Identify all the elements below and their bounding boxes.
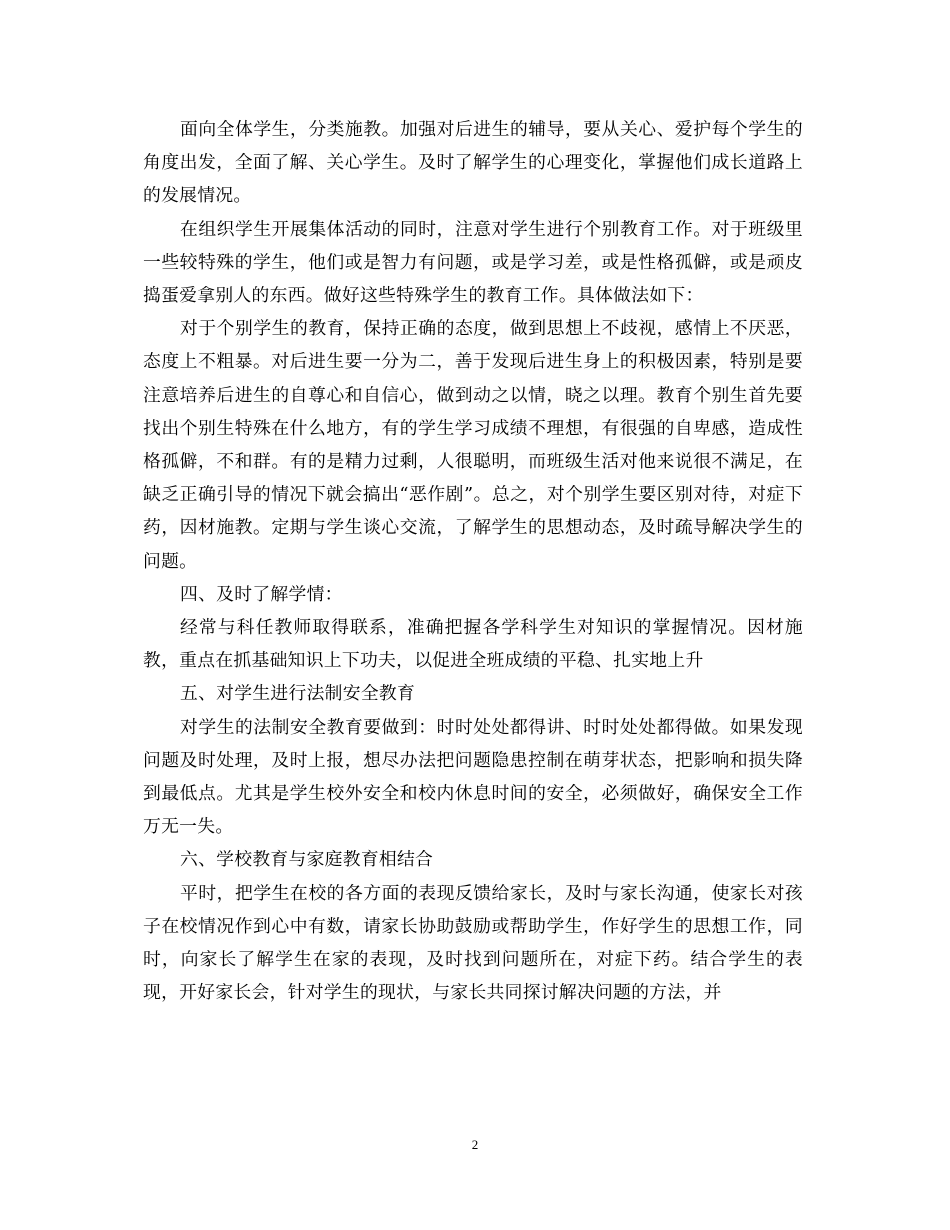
paragraph: 平时，把学生在校的各方面的表现反馈给家长，及时与家长沟通，使家长对孩子在校情况作到心中有数，请家长协助鼓励或帮助学生，作好学生的思想工作，同时，向家长了解学生在家的表现，及时找到问题所在，对症下药。结合学生的表现，开好家长会，针对学生的现状，与家长共同探讨解决问题的方法，并 xyxy=(143,882,803,1004)
section-heading: 六、学校教育与家庭教育相结合 xyxy=(180,849,434,871)
document-body xyxy=(143,113,803,1009)
paragraph: 对于个别学生的教育，保持正确的态度，做到思想上不歧视，感情上不厌恶，态度上不粗暴。对后进生要一分为二，善于发现后进生身上的积极因素，特别是要注意培养后进生的自尊心和自信心，做到动之以情，晓之以理。教育个别生首先要找出个别生特殊在什么地方，有的学生学习成绩不理想，有很强的自卑感，造成性格孤僻，不和群。有的是精力过剩，人很聪明，而班级生活对他来说很不满足，在缺乏正确引导的情况下就会搞出“恶作剧”。总之，对个别学生要区别对待，对症下药，因材施教。定期与学生谈心交流，了解学生的思想动态，及时疏导解决学生的问题。 xyxy=(143,318,803,572)
section-heading: 四、及时了解学情： xyxy=(180,583,343,605)
paragraph: 对学生的法制安全教育要做到：时时处处都得讲、时时处处都得做。如果发现问题及时处理，及时上报，想尽办法把问题隐患控制在萌芽状态，把影响和损失降到最低点。尤其是学生校外安全和校内休息时间的安全，必须做好，确保安全工作万无一失。 xyxy=(143,716,803,838)
page-number: 2 xyxy=(471,1137,479,1152)
paragraph: 经常与科任教师取得联系，准确把握各学科学生对知识的掌握情况。因材施教，重点在抓基础知识上下功夫，以促进全班成绩的平稳、扎实地上升 xyxy=(143,617,803,672)
section-heading: 五、对学生进行法制安全教育 xyxy=(180,683,416,705)
paragraph: 在组织学生开展集体活动的同时，注意对学生进行个别教育工作。对于班级里一些较特殊的学生，他们或是智力有问题，或是学习差，或是性格孤僻，或是顽皮捣蛋爱拿别人的东西。做好这些特殊学生的教育工作。具体做法如下： xyxy=(143,218,803,307)
paragraph: 面向全体学生，分类施教。加强对后进生的辅导，要从关心、爱护每个学生的角度出发，全面了解、关心学生。及时了解学生的心理变化，掌握他们成长道路上的发展情况。 xyxy=(143,119,803,207)
